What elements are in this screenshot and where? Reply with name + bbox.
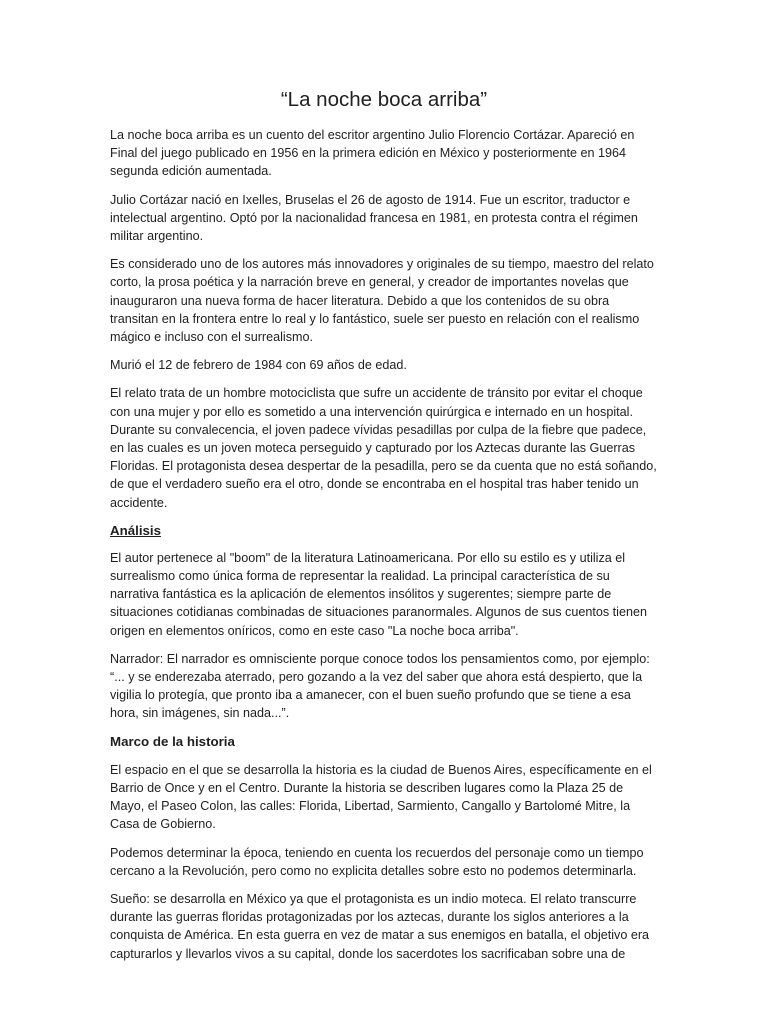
paragraph-death: Murió el 12 de febrero de 1984 con 69 años de edad.	[110, 358, 407, 373]
paragraph-author-bio: Julio Cortázar nació en Ixelles, Bruselas el 26 de agosto de 1914. Fue un escritor, traductor e intelectual argentino. Optó por la nacionalidad francesa en 1981, en protesta contra el régimen militar argentino.	[110, 192, 638, 244]
paragraph-intro: La noche boca arriba es un cuento del escritor argentino Julio Florencio Cortázar. Apareció en Final del juego publicado en 1956 en la primera edición en México y posteriormente en 1964 segunda edición aumentada.	[110, 128, 635, 179]
paragraph-plot: El relato trata de un hombre motociclista que sufre un accidente de tránsito por evitar el choque con una mujer y por ello es sometido a una intervención quirúrgica e internado en un hospital. Durante su convalecencia, el joven padece vívidas pesadillas por culpa de la fiebre que padece, en las cuales es un joven moteca perseguido y capturado por los Aztecas durante las Guerras Floridas. El protagonista desea despertar de la pesadilla, pero se da cuenta que no está soñando, de que el verdadero sueño era el otro, donde se encontraba en el hospital tras haber tenido un accidente.	[110, 386, 657, 510]
paragraph-analysis: El autor pertenece al "boom" de la literatura Latinoamericana. Por ello su estilo es y utiliza el surrealismo como única forma de representar la realidad. La principal característica de su narrativa fantástica es la aplicación de elementos insólitos y sugerentes; siempre parte de situaciones cotidianas combinadas de situaciones paranormales. Algunos de sus cuentos tienen origen en elementos oníricos, como en este caso "La noche boca arriba".	[110, 550, 647, 638]
paragraph-narrator: Narrador: El narrador es omnisciente porque conoce todos los pensamientos como, por ejemplo: “... y se enderezaba aterrado, pero gozando a la vez del saber que ahora está despierto, que la vigilia lo protegía, que pronto iba a amanecer, con el buen sueño profundo que se tiene a esa hora, sin imágenes, sin nada...”.	[110, 651, 650, 721]
paragraph-setting-time: Podemos determinar la época, teniendo en cuenta los recuerdos del personaje como un tiempo cercano a la Revolución, pero como no explicita detalles sobre esto no podemos determinarla.	[110, 845, 644, 878]
heading-marco: Marco de la historia	[110, 733, 235, 749]
paragraph-dream: Sueño: se desarrolla en México ya que el protagonista es un indio moteca. El relato transcurre durante las guerras floridas protagonizadas por los aztecas, durante los siglos anteriores a la conquista de América. En esta guerra en vez de matar a sus enemigos en batalla, el objetivo era capturarlos y llevarlos vivos a su capital, donde los sacerdotes los sacrificaban sobre una de	[110, 891, 650, 961]
heading-analisis: Análisis	[110, 522, 161, 538]
document-title: “La noche boca arriba”	[280, 88, 488, 111]
paragraph-author-style: Es considerado uno de los autores más innovadores y originales de su tiempo, maestro del relato corto, la prosa poética y la narración breve en general, y creador de importantes novelas que inauguraron una nueva forma de hacer literatura. Debido a que los contenidos de su obra transitan en la frontera entre lo real y lo fantástico, suele ser puesto en relación con el realismo mágico e incluso con el surrealismo.	[110, 257, 654, 345]
paragraph-setting-space: El espacio en el que se desarrolla la historia es la ciudad de Buenos Aires, específicamente en el Barrio de Once y en el Centro. Durante la historia se describen lugares como la Plaza 25 de Mayo, el Paseo Colon, las calles: Florida, Libertad, Sarmiento, Cangallo y Bartolomé Mitre, la Casa de Gobierno.	[110, 762, 652, 832]
